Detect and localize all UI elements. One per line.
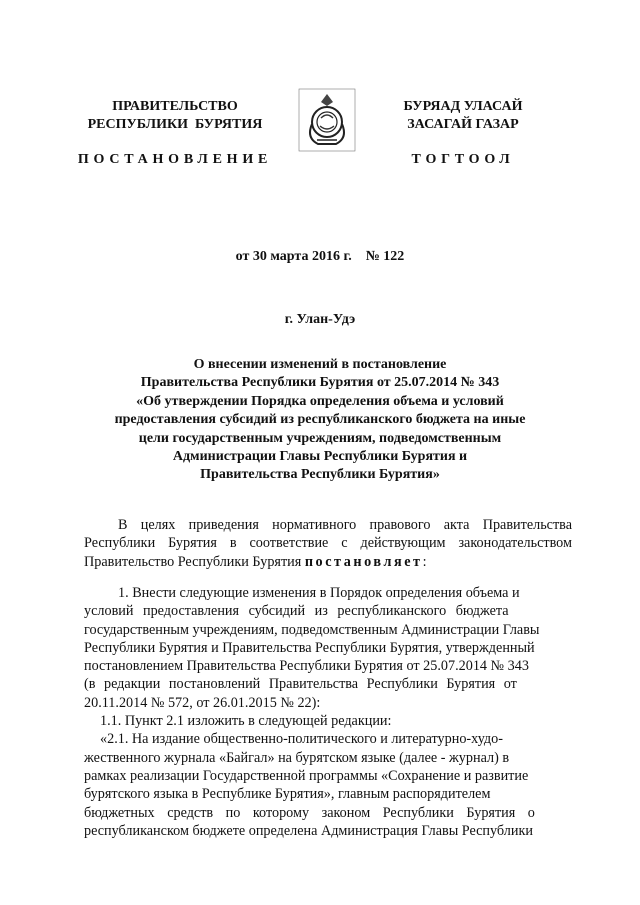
body-line: 1.1. Пункт 2.1 изложить в следующей редакции: bbox=[100, 713, 392, 730]
header-left-doc-type: ПОСТАНОВЛЕНИЕ bbox=[77, 152, 273, 167]
title-line: предоставления субсидий из республиканского бюджета на иные bbox=[114, 412, 526, 428]
decree-body bbox=[84, 584, 572, 840]
header-left-line1: ПРАВИТЕЛЬСТВО bbox=[112, 99, 238, 114]
body-line: рамках реализации Государственной программы «Сохранение и развитие bbox=[84, 767, 529, 784]
body-line: условий предоставления субсидий из республиканского бюджета bbox=[84, 603, 509, 620]
body-line: бурятского языка в Республике Бурятия», главным распорядителем bbox=[84, 786, 491, 803]
decree-date: от 30 марта 2016 г. bbox=[235, 249, 352, 264]
decree-word: постановляет bbox=[304, 553, 423, 570]
preamble-text: В целях приведения нормативного правового акта Правительства Республики Бурятия в соответствие с действующим законодательством Правительство Республики Бурятия bbox=[84, 517, 572, 570]
decree-title bbox=[100, 356, 540, 485]
preamble-paragraph bbox=[84, 516, 572, 571]
title-line: «Об утверждении Порядка определения объема и условий bbox=[136, 393, 504, 409]
body-line: республиканском бюджете определена Администрация Главы Республики bbox=[84, 822, 533, 839]
body-line: бюджетных средств по которому законом Республики Бурятия о bbox=[84, 804, 535, 821]
body-line: 20.11.2014 № 572, от 26.01.2015 № 22): bbox=[84, 694, 321, 711]
header-right-line2: ЗАСАГАЙ ГАЗАР bbox=[407, 117, 519, 132]
title-line: Правительства Республики Бурятия» bbox=[200, 467, 440, 483]
decree-date-line bbox=[0, 249, 640, 265]
header-right-doc-type: ТОГТООЛ bbox=[411, 152, 515, 167]
body-line: постановлением Правительства Республики Бурятия от 25.07.2014 № 343 bbox=[84, 658, 529, 675]
title-line: О внесении изменений в постановление bbox=[193, 357, 447, 372]
body-line: жественного журнала «Байгал» на бурятском языке (далее - журнал) в bbox=[84, 749, 510, 766]
header-right-block bbox=[358, 98, 568, 169]
body-line: (в редакции постановлений Правительства Республики Бурятия от bbox=[84, 676, 517, 693]
body-line: государственным учреждениям, подведомственным Администрации Главы bbox=[84, 621, 540, 638]
title-line: Правительства Республики Бурятия от 25.07.2014 № 343 bbox=[140, 375, 500, 391]
header-right-line1: БУРЯАД УЛАСАЙ bbox=[403, 99, 523, 114]
decree-city: г. Улан-Удэ bbox=[284, 312, 356, 327]
body-line: «2.1. На издание общественно-политического и литературно-худо- bbox=[100, 731, 503, 748]
title-line: цели государственным учреждениям, подведомственным bbox=[138, 430, 502, 446]
decree-number: № 122 bbox=[365, 249, 405, 264]
header-left-block bbox=[70, 98, 280, 169]
preamble-colon: : bbox=[422, 553, 427, 570]
coat-of-arms-emblem bbox=[298, 88, 356, 152]
header-left-line2: РЕСПУБЛИКИ БУРЯТИЯ bbox=[87, 117, 263, 132]
body-line: Республики Бурятия и Правительства Республики Бурятия, утвержденный bbox=[84, 639, 535, 656]
body-line: 1. Внести следующие изменения в Порядок определения объема и bbox=[118, 585, 520, 601]
title-line: Администрации Главы Республики Бурятия и bbox=[172, 449, 468, 465]
